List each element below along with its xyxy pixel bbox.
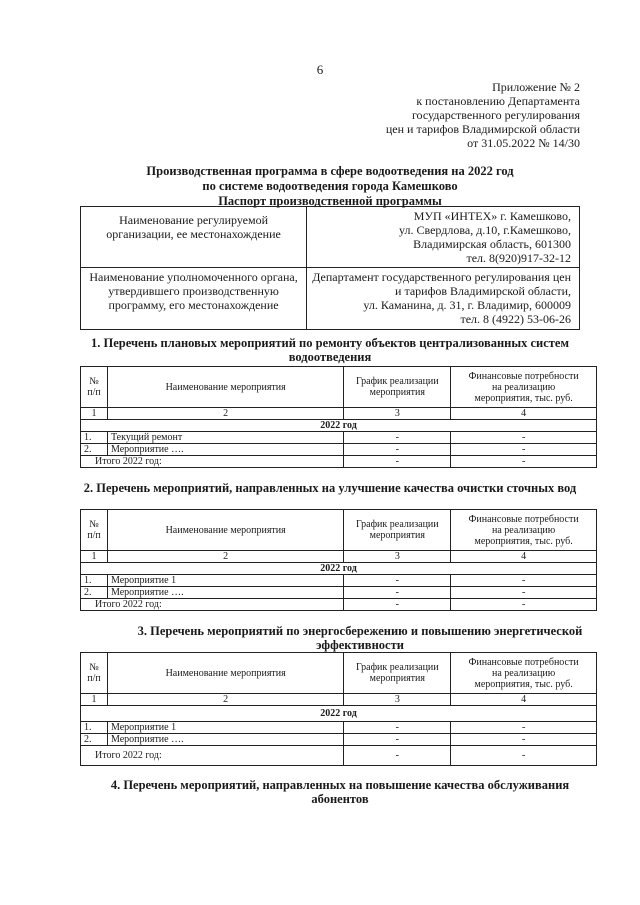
appendix-line: цен и тарифов Владимирской области	[385, 122, 580, 136]
row-name: Мероприятие 1	[107, 575, 343, 587]
row-finance: -	[451, 575, 597, 587]
header-num-line: №	[89, 376, 99, 387]
section-heading-3	[90, 624, 630, 652]
passport-value-line: Владимирская область, 601300	[413, 237, 571, 251]
passport-value-line: МУП «ИНТЕХ» г. Камешково,	[413, 209, 571, 223]
appendix-line: Приложение № 2	[492, 80, 580, 94]
passport-label-cell	[81, 207, 307, 268]
total-label: Итого 2022 год:	[81, 599, 344, 611]
header-finance-line: мероприятия, тыс. руб.	[474, 535, 573, 547]
year-label: 2022 год	[81, 706, 597, 722]
header-num-line: п/п	[87, 530, 101, 541]
header-schedule-line: График реализации	[355, 376, 439, 387]
column-index: 1	[81, 408, 108, 420]
table-row	[81, 587, 597, 599]
header-finance-line: мероприятия, тыс. руб.	[474, 678, 573, 690]
section-heading-line: 2. Перечень мероприятий, направленных на улучшение качества очистки сточных вод	[83, 481, 577, 495]
table-header-row	[81, 367, 597, 408]
column-index: 2	[107, 694, 343, 706]
year-row	[81, 706, 597, 722]
header-name: Наименование мероприятия	[107, 653, 343, 694]
column-index: 3	[344, 408, 451, 420]
header-finance-line: Финансовые потребности	[468, 513, 579, 525]
column-index-row	[81, 694, 597, 706]
header-schedule-line: мероприятия	[369, 387, 425, 398]
header-name: Наименование мероприятия	[107, 367, 343, 408]
section-heading-4	[70, 778, 610, 806]
row-schedule: -	[344, 444, 451, 456]
passport-value-cell	[307, 207, 580, 268]
total-finance: -	[451, 746, 597, 766]
events-table-2	[80, 509, 597, 611]
row-num: 2.	[81, 587, 108, 599]
column-index: 2	[107, 408, 343, 420]
row-name: Мероприятие 1	[107, 722, 343, 734]
row-schedule: -	[344, 575, 451, 587]
passport-value-line: тел. 8 (4922) 53-06-26	[460, 312, 571, 326]
header-schedule	[344, 367, 451, 408]
passport-value-line: ул. Свердлова, д.10, г.Камешково,	[399, 223, 571, 237]
passport-value-line: тел. 8(920)917-32-12	[466, 251, 571, 265]
passport-label-line: программу, его местонахождение	[108, 298, 279, 312]
passport-row	[81, 268, 580, 330]
header-finance-line: Финансовые потребности	[468, 656, 579, 668]
passport-label-line: утвердившего производственную	[108, 284, 279, 298]
total-row	[81, 746, 597, 766]
header-schedule-line: мероприятия	[369, 673, 425, 684]
column-index: 1	[81, 694, 108, 706]
section-heading-line: 3. Перечень мероприятий по энергосбережению и повышению энергетической	[137, 624, 583, 638]
header-num-line: п/п	[87, 673, 101, 684]
passport-table	[80, 206, 580, 330]
year-row	[81, 420, 597, 432]
title-line: Производственная программа в сфере водоотведения на 2022 год	[146, 164, 514, 178]
header-finance	[451, 653, 597, 694]
column-index: 3	[344, 694, 451, 706]
section-heading-2	[60, 481, 600, 495]
total-label: Итого 2022 год:	[81, 456, 344, 468]
column-index: 4	[451, 694, 597, 706]
row-finance: -	[451, 722, 597, 734]
table-header-row	[81, 653, 597, 694]
header-num-line: №	[89, 519, 99, 530]
column-index: 1	[81, 551, 108, 563]
total-row	[81, 456, 597, 468]
table-row	[81, 722, 597, 734]
passport-title: Паспорт производственной программы	[218, 194, 442, 208]
section-heading-line: абонентов	[311, 792, 369, 806]
events-table-3	[80, 652, 597, 766]
page-number: 6	[316, 62, 324, 77]
row-finance: -	[451, 432, 597, 444]
row-num: 2.	[81, 444, 108, 456]
table-header-row	[81, 510, 597, 551]
column-index: 4	[451, 551, 597, 563]
section-heading-line: 1. Перечень плановых мероприятий по ремонту объектов централизованных систем	[91, 336, 569, 350]
header-num	[81, 510, 108, 551]
passport-label-cell	[81, 268, 307, 330]
section-heading-line: водоотведения	[288, 350, 372, 364]
passport-value-line: ул. Каманина, д. 31, г. Владимир, 600009	[363, 298, 571, 312]
document-title	[110, 164, 550, 209]
passport-label-line: организации, ее местонахождение	[106, 227, 281, 241]
header-schedule-line: мероприятия	[369, 530, 425, 541]
passport-value-line: и тарифов Владимирской области,	[395, 284, 571, 298]
row-name: Мероприятие ….	[107, 734, 343, 746]
row-name: Мероприятие ….	[107, 444, 343, 456]
row-num: 1.	[81, 722, 108, 734]
header-finance-line: Финансовые потребности	[468, 370, 579, 382]
passport-row	[81, 207, 580, 268]
column-index: 2	[107, 551, 343, 563]
header-name: Наименование мероприятия	[107, 510, 343, 551]
header-num-line: №	[89, 662, 99, 673]
total-schedule: -	[344, 599, 451, 611]
total-finance: -	[451, 456, 597, 468]
column-index-row	[81, 408, 597, 420]
table-row	[81, 432, 597, 444]
header-finance-line: мероприятия, тыс. руб.	[474, 392, 573, 404]
table-row	[81, 734, 597, 746]
row-name: Текущий ремонт	[107, 432, 343, 444]
title-line: по системе водоотведения города Камешково	[202, 179, 458, 193]
header-finance	[451, 367, 597, 408]
header-schedule	[344, 510, 451, 551]
total-row	[81, 599, 597, 611]
year-label: 2022 год	[81, 420, 597, 432]
passport-value-line: Департамент государственного регулирования цен	[312, 270, 571, 284]
section-heading-line: эффективности	[316, 638, 404, 652]
header-finance-line: на реализацию	[491, 381, 556, 393]
year-row	[81, 563, 597, 575]
header-finance-line: на реализацию	[491, 667, 556, 679]
passport-label-line: Наименование уполномоченного органа,	[89, 270, 298, 284]
header-num	[81, 367, 108, 408]
header-finance-line: на реализацию	[491, 524, 556, 536]
row-schedule: -	[344, 432, 451, 444]
table-row	[81, 575, 597, 587]
row-finance: -	[451, 734, 597, 746]
column-index: 3	[344, 551, 451, 563]
appendix-line: к постановлению Департамента	[416, 94, 580, 108]
table-row	[81, 444, 597, 456]
total-schedule: -	[344, 746, 451, 766]
passport-value-cell	[307, 268, 580, 330]
section-heading-line: 4. Перечень мероприятий, направленных на повышение качества обслуживания	[110, 778, 570, 792]
events-table-1	[80, 366, 597, 468]
header-schedule	[344, 653, 451, 694]
total-finance: -	[451, 599, 597, 611]
header-num	[81, 653, 108, 694]
row-name: Мероприятие ….	[107, 587, 343, 599]
row-num: 2.	[81, 734, 108, 746]
row-finance: -	[451, 587, 597, 599]
row-schedule: -	[344, 587, 451, 599]
header-finance	[451, 510, 597, 551]
row-schedule: -	[344, 722, 451, 734]
total-label: Итого 2022 год:	[81, 746, 344, 766]
appendix-block	[340, 80, 580, 150]
appendix-line: от 31.05.2022 № 14/30	[467, 136, 580, 150]
year-label: 2022 год	[81, 563, 597, 575]
header-schedule-line: График реализации	[355, 519, 439, 530]
row-schedule: -	[344, 734, 451, 746]
appendix-line: государственного регулирования	[411, 108, 580, 122]
header-schedule-line: График реализации	[355, 662, 439, 673]
column-index-row	[81, 551, 597, 563]
passport-label-line: Наименование регулируемой	[119, 213, 269, 227]
row-num: 1.	[81, 575, 108, 587]
header-num-line: п/п	[87, 387, 101, 398]
column-index: 4	[451, 408, 597, 420]
section-heading-1	[60, 336, 600, 364]
row-finance: -	[451, 444, 597, 456]
total-schedule: -	[344, 456, 451, 468]
row-num: 1.	[81, 432, 108, 444]
